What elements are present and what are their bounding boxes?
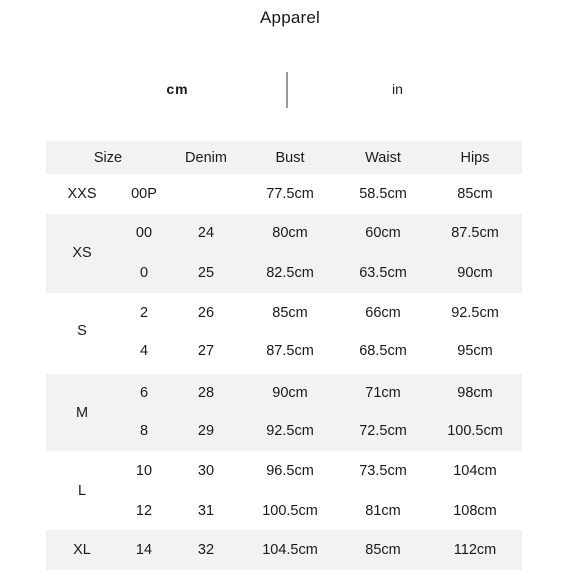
hips-value: 98cm (428, 372, 522, 412)
size-label: S (77, 323, 87, 340)
denim-size: 25 (197, 264, 215, 281)
hips-value: 92.5cm (451, 304, 499, 321)
waist-value: 71cm (338, 372, 428, 412)
hips-value: 85cm (457, 185, 493, 202)
table-header (46, 141, 522, 174)
denim-size: 31 (197, 502, 215, 519)
table-row (46, 451, 522, 491)
denim-size: 30 (197, 462, 215, 479)
header-waist: Waist (365, 149, 401, 166)
table-row (46, 214, 522, 254)
bust-value: 96.5cm (266, 462, 314, 479)
waist-value: 73.5cm (359, 462, 407, 479)
waist-value: 68.5cm (359, 342, 407, 359)
table-row (46, 293, 522, 333)
size-group-xxs (46, 174, 522, 214)
denim-size: 27 (197, 342, 215, 359)
table-row (46, 530, 522, 570)
size-group-xs (46, 214, 522, 293)
table-row (46, 491, 522, 531)
header-bust: Bust (275, 149, 305, 166)
bust-value: 85cm (272, 304, 308, 321)
size-group-s (46, 293, 522, 372)
waist-value: 85cm (365, 542, 401, 559)
bust-value: 87.5cm (266, 342, 314, 359)
bust-value: 77.5cm (266, 185, 314, 202)
unit-divider (286, 72, 288, 108)
numeric-size: 12 (135, 502, 153, 519)
numeric-size: 0 (139, 264, 149, 281)
table-row (46, 372, 522, 412)
numeric-size: 00 (135, 225, 153, 242)
numeric-size: 14 (135, 542, 153, 559)
size-label: XL (73, 542, 91, 559)
page-title: Apparel (260, 8, 320, 27)
size-label: XXS (67, 185, 97, 202)
numeric-size: 10 (135, 462, 153, 479)
numeric-size: 8 (139, 423, 149, 440)
size-group-xl (46, 530, 522, 570)
numeric-size: 00P (131, 185, 157, 202)
table-row (46, 412, 522, 452)
header-size: Size (93, 149, 123, 166)
waist-value: 81cm (365, 502, 401, 519)
bust-value: 90cm (242, 372, 338, 412)
unit-in-button[interactable]: in (392, 81, 403, 97)
hips-value: 104cm (453, 462, 497, 479)
waist-value: 63.5cm (359, 264, 407, 281)
waist-value: 58.5cm (359, 185, 407, 202)
bust-value: 80cm (272, 225, 308, 242)
waist-value: 60cm (365, 225, 401, 242)
hips-value: 87.5cm (451, 225, 499, 242)
bust-value: 82.5cm (266, 264, 314, 281)
header-hips: Hips (460, 149, 490, 166)
denim-size (170, 174, 242, 214)
table-row (46, 332, 522, 372)
size-group-l (46, 451, 522, 530)
bust-value: 92.5cm (266, 423, 314, 440)
table-row (46, 253, 522, 293)
header-denim: Denim (185, 149, 227, 166)
size-chart-table (46, 141, 522, 570)
bust-value: 104.5cm (262, 542, 318, 559)
waist-value: 66cm (365, 304, 401, 321)
size-label: L (77, 482, 87, 499)
table-header-row (46, 141, 522, 174)
hips-value: 90cm (457, 264, 493, 281)
denim-size: 32 (197, 542, 215, 559)
denim-size: 24 (197, 225, 215, 242)
hips-value: 100.5cm (447, 423, 503, 440)
hips-value: 108cm (453, 502, 497, 519)
size-group-m (46, 372, 522, 451)
numeric-size: 6 (118, 372, 170, 412)
numeric-size: 2 (139, 304, 149, 321)
denim-size: 26 (197, 304, 215, 321)
size-label: XS (72, 245, 92, 262)
size-label: M (46, 372, 118, 451)
bust-value: 100.5cm (262, 502, 318, 519)
denim-size: 28 (170, 372, 242, 412)
hips-value: 112cm (453, 542, 497, 559)
denim-size: 29 (197, 423, 215, 440)
unit-cm-button[interactable]: cm (166, 81, 189, 97)
table-row (46, 174, 522, 214)
waist-value: 72.5cm (359, 423, 407, 440)
unit-toggle (0, 72, 580, 108)
hips-value: 95cm (457, 342, 493, 359)
numeric-size: 4 (139, 342, 149, 359)
